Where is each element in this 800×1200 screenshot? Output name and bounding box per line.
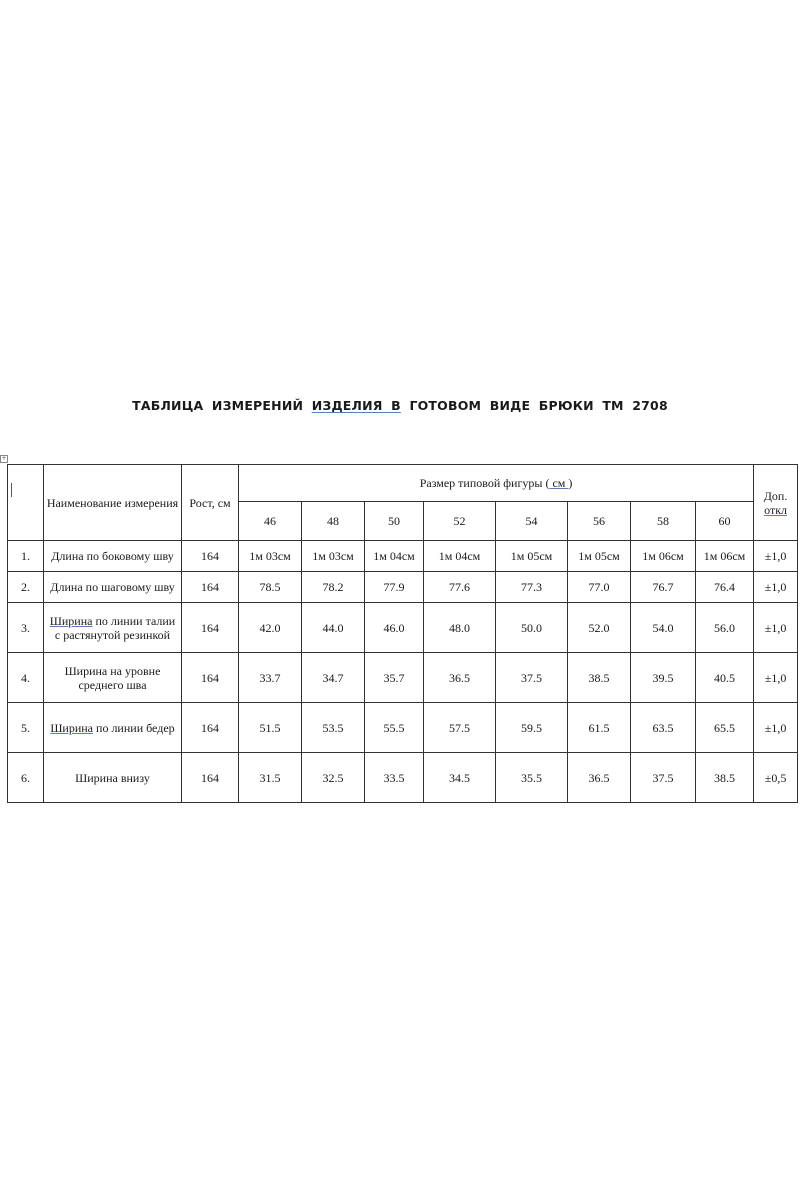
row-value[interactable]: 37.5 [496,653,568,703]
row-value[interactable]: 50.0 [496,603,568,653]
row-value[interactable]: 52.0 [568,603,631,653]
row-tolerance[interactable]: ±1,0 [754,572,798,603]
table-row [8,703,798,753]
row-name[interactable] [44,703,182,753]
row-number[interactable]: 3. [8,603,44,653]
row-value[interactable]: 65.5 [696,703,754,753]
row-value[interactable]: 55.5 [365,703,424,753]
size-46[interactable]: 46 [239,502,302,541]
size-60[interactable]: 60 [696,502,754,541]
row-value[interactable]: 76.7 [631,572,696,603]
row-value[interactable]: 76.4 [696,572,754,603]
row-value[interactable]: 38.5 [568,653,631,703]
row-height[interactable]: 164 [182,603,239,653]
row-name-underlined: Ширина [50,720,94,735]
row-height[interactable]: 164 [182,703,239,753]
row-value[interactable]: 56.0 [696,603,754,653]
row-name[interactable] [44,603,182,653]
title-part-2: ИЗДЕЛИЯ В [311,398,401,413]
header-tolerance-cell[interactable] [754,465,798,541]
row-height[interactable]: 164 [182,653,239,703]
size-58[interactable]: 58 [631,502,696,541]
row-value[interactable]: 77.3 [496,572,568,603]
row-value[interactable]: 51.5 [239,703,302,753]
row-tolerance[interactable]: ±1,0 [754,603,798,653]
size-group-suffix: ) [568,476,573,490]
row-name[interactable]: Длина по шаговому шву [44,572,182,603]
row-value[interactable]: 31.5 [239,753,302,803]
row-value[interactable]: 33.7 [239,653,302,703]
row-value[interactable]: 1м 06см [696,541,754,572]
row-value[interactable]: 77.0 [568,572,631,603]
row-value[interactable]: 35.5 [496,753,568,803]
row-name[interactable]: Длина по боковому шву [44,541,182,572]
row-value[interactable]: 1м 04см [365,541,424,572]
row-name-rest: по линии талии с растянутой резинкой [54,613,176,642]
table-row [8,572,798,603]
row-value[interactable]: 46.0 [365,603,424,653]
row-value[interactable]: 1м 06см [631,541,696,572]
size-54[interactable]: 54 [496,502,568,541]
row-name-underlined: Ширина [49,613,93,628]
header-name-cell[interactable] [44,465,182,541]
size-48[interactable]: 48 [302,502,365,541]
row-height[interactable]: 164 [182,541,239,572]
header-size-group-cell[interactable] [239,465,754,502]
size-52[interactable]: 52 [424,502,496,541]
row-value[interactable]: 34.7 [302,653,365,703]
table-row [8,603,798,653]
header-num-cell[interactable] [8,465,44,541]
row-value[interactable]: 63.5 [631,703,696,753]
tolerance-label-1: Доп. [763,488,788,503]
header-row-1 [8,465,798,502]
row-value[interactable]: 1м 03см [302,541,365,572]
row-value[interactable]: 59.5 [496,703,568,753]
row-value[interactable]: 32.5 [302,753,365,803]
row-value[interactable]: 77.9 [365,572,424,603]
row-value[interactable]: 35.7 [365,653,424,703]
row-height[interactable]: 164 [182,753,239,803]
row-value[interactable]: 1м 05см [568,541,631,572]
row-name-rest: по линии бедер [93,720,175,735]
row-number[interactable]: 4. [8,653,44,703]
header-name-label: Наименование измерения [46,495,179,510]
row-value[interactable]: 40.5 [696,653,754,703]
row-name[interactable]: Ширина внизу [44,753,182,803]
row-value[interactable]: 37.5 [631,753,696,803]
row-value[interactable]: 48.0 [424,603,496,653]
row-tolerance[interactable]: ±0,5 [754,753,798,803]
tolerance-label-2: откл [764,502,788,517]
row-value[interactable]: 33.5 [365,753,424,803]
row-height[interactable]: 164 [182,572,239,603]
row-value[interactable]: 57.5 [424,703,496,753]
row-value[interactable]: 36.5 [424,653,496,703]
row-tolerance[interactable]: ±1,0 [754,703,798,753]
measurement-table [7,464,798,803]
row-number[interactable]: 1. [8,541,44,572]
title-part-3: ГОТОВОМ ВИДЕ БРЮКИ ТМ 2708 [409,398,668,413]
size-56[interactable]: 56 [568,502,631,541]
row-value[interactable]: 78.2 [302,572,365,603]
size-group-prefix: Размер типовой фигуры ( [419,476,550,490]
size-group-unit: см [549,476,569,490]
text-cursor [11,483,12,497]
header-height-cell[interactable] [182,465,239,541]
row-tolerance[interactable]: ±1,0 [754,541,798,572]
row-value[interactable]: 78.5 [239,572,302,603]
row-number[interactable]: 5. [8,703,44,753]
row-number[interactable]: 6. [8,753,44,803]
row-value[interactable]: 38.5 [696,753,754,803]
row-value[interactable]: 36.5 [568,753,631,803]
row-value[interactable]: 1м 03см [239,541,302,572]
table-move-handle-icon[interactable]: + [1,455,7,462]
size-50[interactable]: 50 [365,502,424,541]
row-name[interactable]: Ширина на уровне среднего шва [44,653,182,703]
table-row [8,541,798,572]
title-part-1: ТАБЛИЦА ИЗМЕРЕНИЙ [132,398,304,413]
row-value[interactable]: 54.0 [631,603,696,653]
table-row [8,753,798,803]
row-value[interactable]: 44.0 [302,603,365,653]
row-value[interactable]: 1м 04см [424,541,496,572]
header-height-label: Рост, см [189,495,231,510]
page-title [0,398,800,413]
row-value[interactable]: 42.0 [239,603,302,653]
row-value[interactable]: 61.5 [568,703,631,753]
table-row [8,653,798,703]
row-tolerance[interactable]: ±1,0 [754,653,798,703]
row-value[interactable]: 34.5 [424,753,496,803]
row-value[interactable]: 39.5 [631,653,696,703]
row-value[interactable]: 53.5 [302,703,365,753]
row-value[interactable]: 1м 05см [496,541,568,572]
row-number[interactable]: 2. [8,572,44,603]
row-value[interactable]: 77.6 [424,572,496,603]
